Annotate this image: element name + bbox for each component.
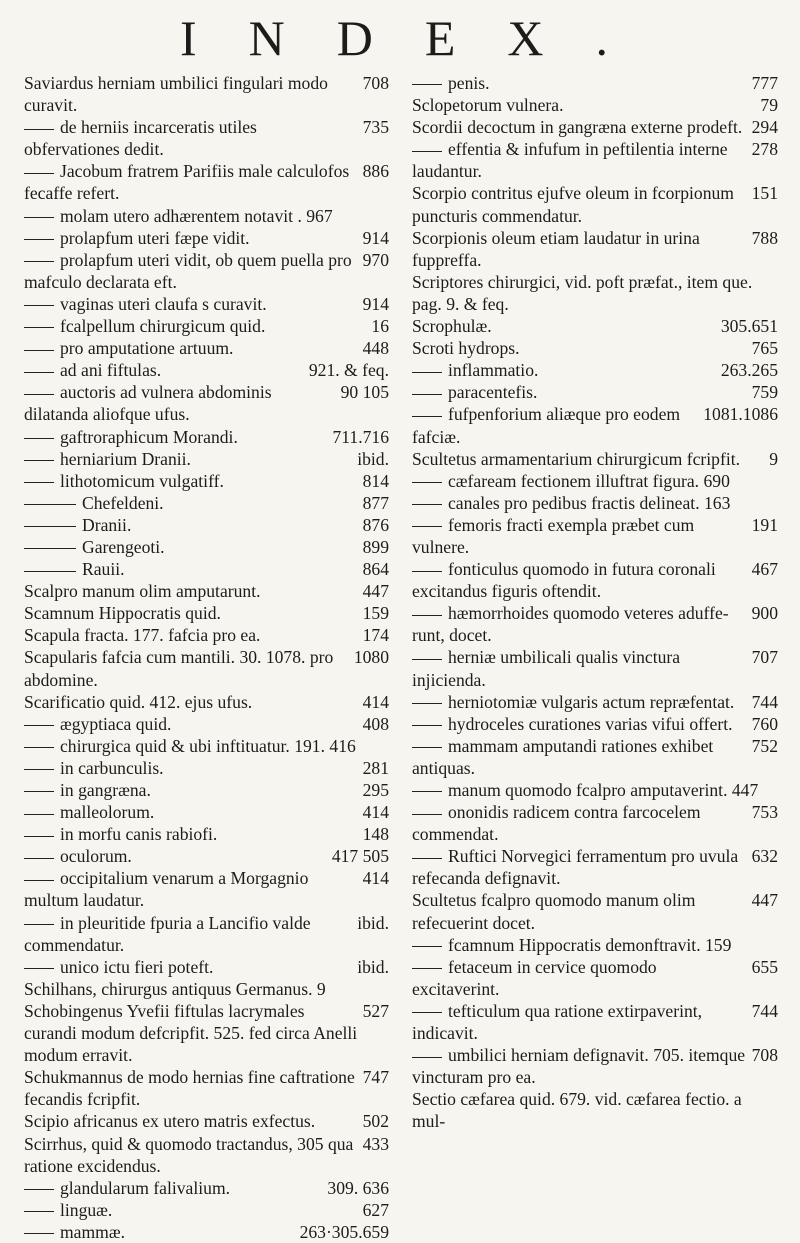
page-reference: 414 bbox=[362, 868, 389, 889]
page-reference: 278 bbox=[751, 139, 778, 160]
index-entry bbox=[24, 448, 389, 470]
entry-text: femoris fracti exempla præbet cum vulnere. bbox=[412, 514, 695, 557]
page-reference: 502 bbox=[362, 1111, 389, 1132]
page-reference: 90 105 bbox=[340, 382, 389, 403]
ditto-dash bbox=[24, 327, 54, 328]
page-reference: 1081.1086 bbox=[703, 404, 778, 425]
entry-text: Scroti hydrops. bbox=[412, 338, 520, 359]
ditto-dash bbox=[412, 747, 442, 748]
ditto-dash bbox=[412, 968, 442, 969]
page-reference: 305.651 bbox=[720, 316, 778, 337]
page-reference: 309. 636 bbox=[327, 1177, 389, 1198]
page-reference: 747 bbox=[362, 1067, 389, 1088]
entry-text: fcalpellum chirurgicum quid. bbox=[60, 316, 266, 337]
entry-text: hæmorrhoides quomodo veteres aduffe- runt, docet. bbox=[412, 603, 729, 646]
page-reference: 864 bbox=[362, 559, 389, 580]
index-entry bbox=[412, 359, 778, 381]
ditto-dash bbox=[412, 858, 442, 859]
index-entry bbox=[412, 1088, 778, 1132]
entry-text: in gangræna. bbox=[60, 780, 151, 800]
index-entry bbox=[24, 426, 389, 448]
page-header: INDEX. bbox=[179, 10, 661, 66]
ditto-dash bbox=[24, 372, 54, 373]
ditto-dash bbox=[412, 416, 442, 417]
page-reference: 527 bbox=[362, 1000, 389, 1021]
page-reference: 707 bbox=[751, 647, 778, 668]
page-reference: 295 bbox=[362, 780, 389, 800]
entry-text: mammæ. bbox=[60, 1221, 125, 1242]
index-entry bbox=[24, 492, 389, 514]
page-reference: 760 bbox=[751, 713, 778, 734]
index-entry bbox=[24, 823, 389, 845]
entry-text: herniarium Dranii. bbox=[60, 448, 191, 469]
ditto-dash bbox=[24, 571, 76, 572]
page-reference: 447 bbox=[362, 581, 389, 602]
index-entry bbox=[24, 801, 389, 823]
ditto-dash bbox=[412, 151, 442, 152]
page-reference: 876 bbox=[362, 514, 389, 535]
entry-text: malleolorum. bbox=[60, 802, 155, 823]
entry-text: Scalpro manum olim amputarunt. bbox=[24, 581, 261, 602]
page-reference: 777 bbox=[751, 73, 778, 93]
entry-text: Ruftici Norvegici ferramentum pro uvula refecanda defignavit. bbox=[412, 846, 739, 889]
index-entry bbox=[412, 801, 778, 845]
page-reference: 174 bbox=[362, 625, 389, 646]
page-reference: 735 bbox=[362, 117, 389, 138]
ditto-dash bbox=[24, 880, 54, 881]
page-reference: 417 505 bbox=[331, 846, 389, 867]
ditto-dash bbox=[412, 946, 442, 947]
entry-text: fcamnum Hippocratis demonftravit. 159 bbox=[448, 934, 732, 955]
page-reference: 159 bbox=[362, 603, 389, 624]
page-reference: 788 bbox=[751, 227, 778, 248]
index-entry bbox=[24, 160, 389, 204]
index-entry bbox=[24, 315, 389, 337]
ditto-dash bbox=[24, 548, 76, 549]
index-entry bbox=[24, 293, 389, 315]
page-reference: 759 bbox=[751, 382, 778, 403]
page-reference: 914 bbox=[362, 293, 389, 314]
entry-text: herniotomiæ vulgaris actum repræfentat. bbox=[448, 691, 735, 712]
entry-text: Scordii decoctum in gangræna externe prodeft. bbox=[412, 117, 743, 138]
ditto-dash bbox=[412, 659, 442, 660]
index-entry bbox=[24, 735, 389, 757]
index-entry bbox=[24, 845, 389, 867]
page-reference: ibid. bbox=[357, 912, 389, 933]
page-reference: 886 bbox=[362, 161, 389, 182]
index-entry bbox=[412, 94, 778, 116]
entry-text: Sectio cæfarea quid. 679. vid. cæfarea fectio. a mul- bbox=[412, 1089, 742, 1132]
index-entry bbox=[24, 1221, 389, 1243]
ditto-dash bbox=[412, 394, 442, 395]
index-entry bbox=[24, 624, 389, 646]
page-reference: 1080 bbox=[353, 647, 389, 668]
index-entry bbox=[24, 1177, 389, 1199]
index-entry bbox=[412, 470, 778, 492]
ditto-dash bbox=[24, 836, 54, 837]
ditto-dash bbox=[24, 1233, 54, 1234]
page-reference: 263.265 bbox=[720, 360, 778, 381]
entry-text: Schilhans, chirurgus antiquus Germanus. 9 bbox=[24, 978, 326, 999]
index-entry bbox=[412, 381, 778, 403]
ditto-dash bbox=[24, 173, 54, 174]
entry-text: gaftroraphicum Morandi. bbox=[60, 426, 238, 447]
index-entry bbox=[24, 381, 389, 425]
index-entry bbox=[412, 1000, 778, 1044]
entry-text: Scultetus fcalpro quomodo manum olim refecuerint docet. bbox=[412, 890, 696, 933]
index-entry bbox=[24, 691, 389, 713]
page-reference: 414 bbox=[362, 802, 389, 823]
ditto-dash bbox=[412, 372, 442, 373]
index-entry bbox=[24, 359, 389, 381]
page-reference: 914 bbox=[362, 227, 389, 248]
page-reference: 408 bbox=[362, 713, 389, 734]
ditto-dash bbox=[24, 769, 54, 770]
page-reference: 753 bbox=[751, 802, 778, 823]
ditto-dash bbox=[24, 460, 54, 461]
entry-text: Scarificatio quid. 412. ejus ufus. bbox=[24, 691, 253, 712]
index-entry bbox=[412, 72, 778, 94]
page-reference: 263·305.659 bbox=[299, 1221, 389, 1242]
ditto-dash bbox=[412, 1012, 442, 1013]
entry-text: Chefeldeni. bbox=[82, 492, 164, 513]
entry-text: oculorum. bbox=[60, 846, 132, 867]
index-entry bbox=[412, 735, 778, 779]
entry-text: in pleuritide fpuria a Lancifio valde commendatur. bbox=[24, 912, 311, 955]
index-entry bbox=[412, 713, 778, 735]
index-entry bbox=[24, 978, 389, 1000]
entry-text: unico ictu fieri poteft. bbox=[60, 956, 214, 977]
page-reference: 16 bbox=[371, 316, 389, 337]
entry-text: Schukmannus de modo hernias fine caftratione fecandis fcripfit. bbox=[24, 1067, 355, 1110]
ditto-dash bbox=[24, 814, 54, 815]
entry-text: fonticulus quomodo in futura coronali excitandus figuris oftendit. bbox=[412, 559, 716, 602]
index-entry bbox=[412, 227, 778, 271]
entry-text: fufpenforium aliæque pro eodem fafciæ. bbox=[412, 404, 681, 447]
entry-text: linguæ. bbox=[60, 1199, 113, 1220]
entry-text: Saviardus herniam umbilici fingulari modo curavit. bbox=[24, 73, 328, 116]
ditto-dash bbox=[412, 814, 442, 815]
entry-text: Jacobum fratrem Parifiis male calculofos fecaffe refert. bbox=[24, 161, 350, 204]
ditto-dash bbox=[24, 526, 76, 527]
entry-text: lithotomicum vulgatiff. bbox=[60, 470, 224, 491]
index-entry bbox=[24, 1133, 389, 1177]
page-reference: 900 bbox=[751, 603, 778, 624]
page-reference: 711.716 bbox=[332, 426, 389, 447]
index-entry bbox=[24, 337, 389, 359]
index-entry bbox=[412, 956, 778, 1000]
index-entry bbox=[24, 116, 389, 160]
entry-text: Scorpio contritus ejufve oleum in fcorpionum puncturis commendatur. bbox=[412, 183, 734, 226]
entry-text: manum quomodo fcalpro amputaverint. 447 bbox=[448, 780, 759, 800]
entry-text: effentia & infufum in peftilentia interne laudantur. bbox=[412, 139, 728, 182]
index-entry bbox=[412, 934, 778, 956]
entry-text: Garengeoti. bbox=[82, 536, 165, 557]
index-entry bbox=[412, 646, 778, 690]
entry-text: ononidis radicem contra farcocelem commendat. bbox=[412, 802, 701, 845]
index-entry bbox=[412, 271, 778, 315]
index-entry bbox=[24, 580, 389, 602]
ditto-dash bbox=[412, 504, 442, 505]
index-entry bbox=[24, 757, 389, 779]
index-entry bbox=[24, 1066, 389, 1110]
entry-text: Scriptores chirurgici, vid. poft præfat., item que. pag. 9. & feq. bbox=[412, 271, 753, 314]
index-entry bbox=[24, 713, 389, 735]
index-entry bbox=[412, 691, 778, 713]
ditto-dash bbox=[24, 791, 54, 792]
index-entry bbox=[412, 403, 778, 447]
entry-text: occipitalium venarum a Morgagnio multum laudatur. bbox=[24, 868, 309, 911]
index-entry bbox=[412, 448, 778, 470]
index-entry bbox=[24, 867, 389, 911]
index-entry bbox=[24, 779, 389, 801]
index-entry bbox=[24, 205, 389, 227]
index-entry bbox=[412, 1044, 778, 1088]
entry-text: in morfu canis rabiofi. bbox=[60, 824, 218, 845]
page-reference: 151 bbox=[751, 183, 778, 204]
page-reference: 294 bbox=[751, 117, 778, 138]
page-reference: 281 bbox=[362, 757, 389, 778]
index-entry bbox=[412, 779, 778, 801]
index-entry bbox=[24, 536, 389, 558]
page-reference: 899 bbox=[362, 536, 389, 557]
page-reference: 970 bbox=[362, 249, 389, 270]
entry-text: prolapfum uteri fæpe vidit. bbox=[60, 227, 250, 248]
ditto-dash bbox=[412, 725, 442, 726]
ditto-dash bbox=[24, 1189, 54, 1190]
index-entry bbox=[24, 514, 389, 536]
page-reference: 744 bbox=[751, 1000, 778, 1021]
index-entry bbox=[24, 912, 389, 956]
index-column-left bbox=[24, 72, 389, 1243]
entry-text: tefticulum qua ratione extirpaverint, indicavit. bbox=[412, 1000, 703, 1044]
entry-text: paracentefis. bbox=[448, 382, 538, 403]
ditto-dash bbox=[412, 703, 442, 704]
ditto-dash bbox=[24, 217, 54, 218]
entry-text: Scipio africanus ex utero matris exfectus. bbox=[24, 1111, 316, 1132]
page-reference: 447 bbox=[751, 890, 778, 911]
page-reference: 191 bbox=[751, 514, 778, 535]
page-reference: 79 bbox=[760, 95, 778, 116]
index-entry bbox=[412, 337, 778, 359]
ditto-dash bbox=[24, 438, 54, 439]
index-entry bbox=[24, 1199, 389, 1221]
ditto-dash bbox=[24, 239, 54, 240]
entry-text: prolapfum uteri vidit, ob quem puella pro mafculo declarata eft. bbox=[24, 249, 352, 292]
ditto-dash bbox=[24, 350, 54, 351]
page-reference: 877 bbox=[362, 492, 389, 513]
page-reference: 433 bbox=[362, 1133, 389, 1154]
index-entry bbox=[24, 470, 389, 492]
index-entry bbox=[412, 182, 778, 226]
entry-text: inflammatio. bbox=[448, 360, 539, 381]
entry-text: ægyptiaca quid. bbox=[60, 713, 172, 734]
entry-text: in carbunculis. bbox=[60, 757, 164, 778]
ditto-dash bbox=[24, 858, 54, 859]
ditto-dash bbox=[412, 571, 442, 572]
entry-text: de herniis incarceratis utiles obfervationes dedit. bbox=[24, 117, 257, 160]
page-reference: 627 bbox=[362, 1199, 389, 1220]
entry-text: Sclopetorum vulnera. bbox=[412, 95, 564, 116]
ditto-dash bbox=[24, 504, 76, 505]
page-reference: 148 bbox=[362, 824, 389, 845]
index-entry bbox=[24, 558, 389, 580]
entry-text: mammam amputandi rationes exhibet antiquas. bbox=[412, 735, 714, 778]
ditto-dash bbox=[24, 924, 54, 925]
page-reference: 467 bbox=[751, 559, 778, 580]
page-reference: 655 bbox=[751, 956, 778, 977]
ditto-dash bbox=[412, 791, 442, 792]
page-reference: 921. & feq. bbox=[308, 360, 389, 381]
index-entry bbox=[24, 1110, 389, 1132]
index-entry bbox=[24, 1000, 389, 1066]
entry-text: Scapularis fafcia cum mantili. 30. 1078. pro abdomine. bbox=[24, 647, 334, 690]
index-entry bbox=[24, 227, 389, 249]
index-column-right bbox=[412, 72, 778, 1133]
entry-text: chirurgica quid & ubi inftituatur. 191. 416 bbox=[60, 735, 356, 756]
entry-text: Dranii. bbox=[82, 514, 132, 535]
page-reference: 708 bbox=[362, 73, 389, 93]
entry-text: vaginas uteri claufa s curavit. bbox=[60, 293, 267, 314]
page-reference: 744 bbox=[751, 691, 778, 712]
entry-text: Scapula fracta. 177. fafcia pro ea. bbox=[24, 625, 261, 646]
entry-text: Schobingenus Yvefii fiftulas lacrymales curandi modum defcripfit. 525. fed circa Anelli modum erravit. bbox=[24, 1000, 358, 1066]
entry-text: hydroceles curationes varias vifui offert. bbox=[448, 713, 733, 734]
page-reference: 414 bbox=[362, 691, 389, 712]
ditto-dash bbox=[24, 129, 54, 130]
ditto-dash bbox=[412, 1057, 442, 1058]
index-entry bbox=[24, 602, 389, 624]
page-reference: 752 bbox=[751, 735, 778, 756]
page-reference: 814 bbox=[362, 470, 389, 491]
entry-text: Scirrhus, quid & quomodo tractandus, 305 qua ratione excidendus. bbox=[24, 1133, 354, 1176]
page-reference: ibid. bbox=[357, 448, 389, 469]
ditto-dash bbox=[412, 84, 442, 85]
ditto-dash bbox=[412, 526, 442, 527]
entry-text: glandularum falivalium. bbox=[60, 1177, 231, 1198]
page-reference: ibid. bbox=[357, 956, 389, 977]
index-entry bbox=[24, 72, 389, 116]
entry-text: herniæ umbilicali qualis vinctura injicienda. bbox=[412, 647, 681, 690]
index-entry bbox=[24, 249, 389, 293]
entry-text: molam utero adhærentem notavit . 967 bbox=[60, 205, 333, 226]
index-entry bbox=[412, 492, 778, 514]
entry-text: Rauii. bbox=[82, 559, 125, 580]
index-entry bbox=[24, 646, 389, 690]
ditto-dash bbox=[24, 305, 54, 306]
index-entry bbox=[412, 514, 778, 558]
ditto-dash bbox=[24, 968, 54, 969]
page-reference: 708 bbox=[751, 1045, 778, 1066]
entry-text: penis. bbox=[448, 73, 490, 93]
index-entry bbox=[412, 602, 778, 646]
entry-text: cæfaream fectionem illuftrat figura. 690 bbox=[448, 470, 730, 491]
index-entry bbox=[412, 889, 778, 933]
page-reference: 765 bbox=[751, 338, 778, 359]
ditto-dash bbox=[24, 394, 54, 395]
entry-text: umbilici herniam defignavit. 705. itemque vincturam pro ea. bbox=[412, 1045, 746, 1088]
entry-text: pro amputatione artuum. bbox=[60, 338, 234, 359]
entry-text: ad ani fiftulas. bbox=[60, 360, 162, 381]
page-reference: 9 bbox=[769, 448, 778, 469]
entry-text: Scultetus armamentarium chirurgicum fcripfit. bbox=[412, 448, 740, 469]
ditto-dash bbox=[412, 615, 442, 616]
page-reference: 448 bbox=[362, 338, 389, 359]
ditto-dash bbox=[24, 261, 54, 262]
entry-text: Scorpionis oleum etiam laudatur in urina fuppreffa. bbox=[412, 227, 700, 270]
ditto-dash bbox=[24, 482, 54, 483]
entry-text: canales pro pedibus fractis delineat. 163 bbox=[448, 492, 731, 513]
entry-text: Scrophulæ. bbox=[412, 316, 492, 337]
ditto-dash bbox=[24, 1211, 54, 1212]
index-entry bbox=[412, 138, 778, 182]
index-entry bbox=[412, 845, 778, 889]
ditto-dash bbox=[412, 482, 442, 483]
index-entry bbox=[412, 558, 778, 602]
page-reference: 632 bbox=[751, 846, 778, 867]
index-entry bbox=[412, 116, 778, 138]
index-entry bbox=[24, 956, 389, 978]
ditto-dash bbox=[24, 725, 54, 726]
entry-text: fetaceum in cervice quomodo excitaverint. bbox=[412, 956, 657, 999]
entry-text: auctoris ad vulnera abdominis dilatanda aliofque ufus. bbox=[24, 382, 272, 425]
entry-text: Scamnum Hippocratis quid. bbox=[24, 603, 221, 624]
ditto-dash bbox=[24, 747, 54, 748]
index-entry bbox=[412, 315, 778, 337]
